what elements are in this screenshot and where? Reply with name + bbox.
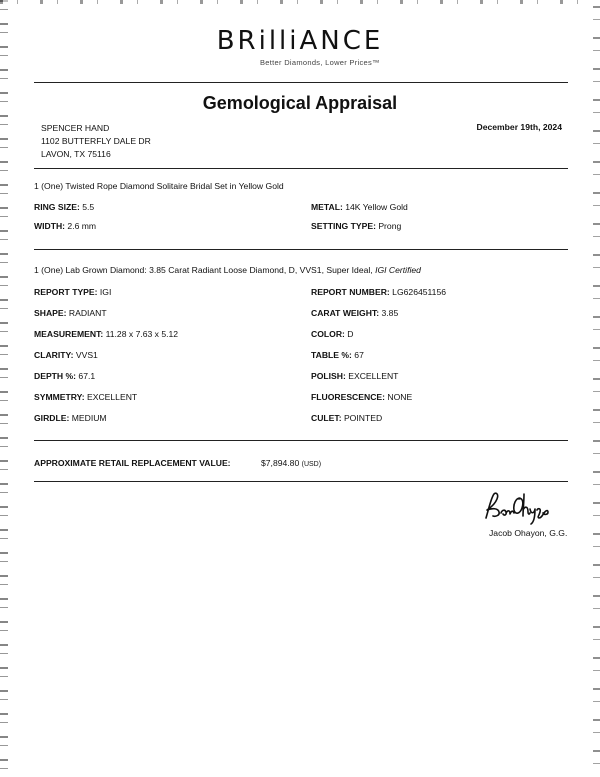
divider-address [34, 168, 568, 169]
scan-edge-right [593, 0, 600, 777]
field-measurement: MEASUREMENT: 11.28 x 7.63 x 5.12 [34, 329, 179, 339]
brand-tagline: Better Diamonds, Lower Prices™ [260, 58, 380, 67]
field-setting-type: SETTING TYPE: Prong [311, 221, 402, 231]
field-shape: SHAPE: RADIANT [34, 308, 107, 318]
brand-name: BRilliANCE [216, 26, 384, 56]
customer-name: SPENCER HAND [41, 123, 110, 133]
field-culet: CULET: POINTED [311, 413, 383, 423]
field-table: TABLE %: 67 [311, 350, 364, 360]
retail-value-label: APPROXIMATE RETAIL REPLACEMENT VALUE: [34, 458, 231, 468]
diamond-description: 1 (One) Lab Grown Diamond: 3.85 Carat Radiant Loose Diamond, D, VVS1, Super Ideal, IGI Certified [34, 265, 421, 275]
field-symmetry: SYMMETRY: EXCELLENT [34, 392, 138, 402]
divider-header [34, 82, 568, 83]
divider-retail [34, 481, 568, 482]
signature-image [480, 486, 552, 526]
field-fluorescence: FLUORESCENCE: NONE [311, 392, 413, 402]
customer-city: LAVON, TX 75116 [41, 149, 111, 159]
page-title: Gemological Appraisal [202, 93, 398, 113]
signatory-name: Jacob Ohayon, G.G. [489, 528, 568, 538]
customer-street: 1102 BUTTERFLY DALE DR [41, 136, 151, 146]
brand-logo [0, 26, 600, 67]
retail-value-row [34, 458, 322, 468]
field-ring-size: RING SIZE: 5.5 [34, 202, 95, 212]
field-carat-weight: CARAT WEIGHT: 3.85 [311, 308, 399, 318]
field-report-number: REPORT NUMBER: LG626451156 [311, 287, 447, 297]
divider-setting [34, 249, 568, 250]
field-report-type: REPORT TYPE: IGI [34, 287, 112, 297]
field-clarity: CLARITY: VVS1 [34, 350, 98, 360]
scan-edge-left [0, 0, 8, 777]
setting-description: 1 (One) Twisted Rope Diamond Solitaire Bridal Set in Yellow Gold [34, 181, 284, 191]
field-depth: DEPTH %: 67.1 [34, 371, 96, 381]
divider-diamond [34, 440, 568, 441]
customer-address [41, 122, 151, 161]
field-metal: METAL: 14K Yellow Gold [311, 202, 408, 212]
field-girdle: GIRDLE: MEDIUM [34, 413, 107, 423]
field-color: COLOR: D [311, 329, 354, 339]
scan-edge-top [0, 0, 600, 4]
field-polish: POLISH: EXCELLENT [311, 371, 399, 381]
field-width: WIDTH: 2.6 mm [34, 221, 97, 231]
appraisal-date: December 19th, 2024 [476, 122, 562, 132]
retail-value-amount: $7,894.80 (USD) [261, 458, 322, 468]
